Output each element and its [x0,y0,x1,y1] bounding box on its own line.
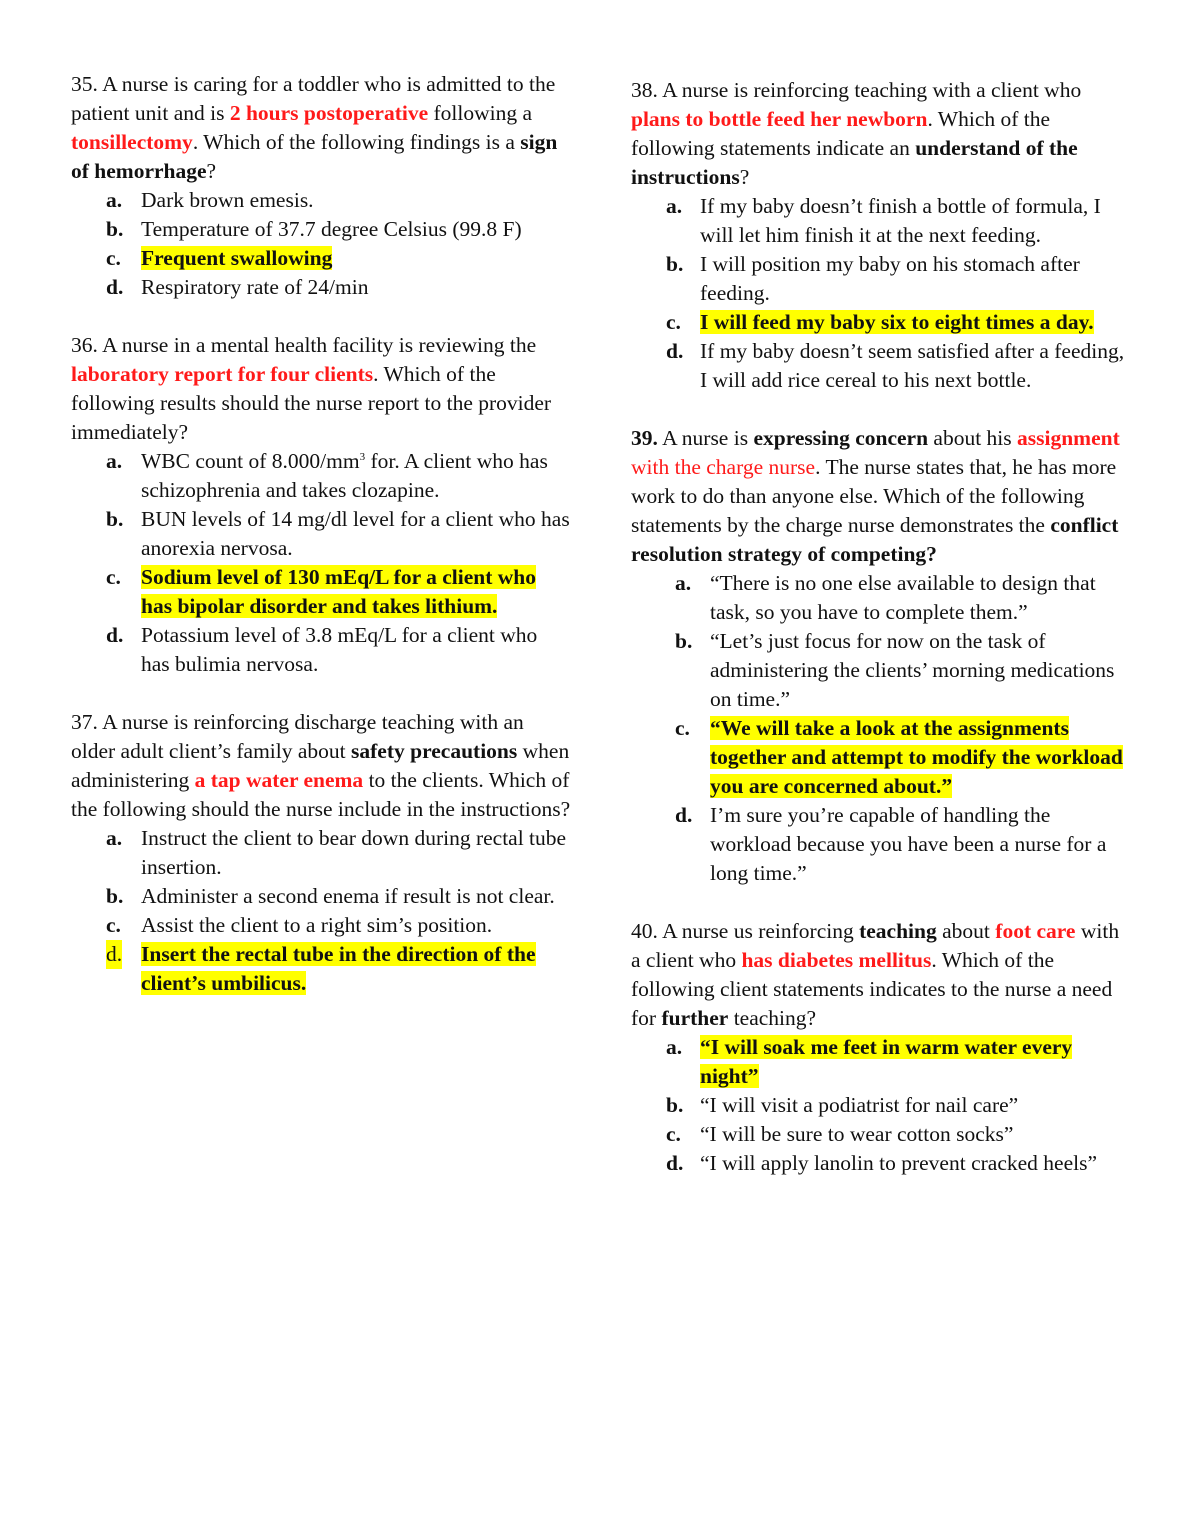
option-text: I will position my baby on his stomach after feeding. [700,252,1080,305]
option-d-correct [71,940,571,998]
stem-text: . Which of the following client statements indicates to the nurse a need for [631,948,1113,1030]
stem-text: ? [739,165,750,189]
superscript: 3 [359,450,366,463]
option-letter: b. [666,1093,684,1117]
option-d [71,621,571,679]
answer-options [631,1033,1131,1178]
option-a [71,447,571,505]
highlighted-answer: “We will take a look at the assignments together and attempt to modify the workload you are concerned about.” [710,716,1123,798]
emphasis-red: 2 hours postoperative [229,101,429,125]
emphasis-bold: sign of hemorrhage [71,130,558,183]
option-letter: c. [675,716,690,740]
stem-text: . Which of the following statements indicate an [631,107,1051,160]
answer-options [71,824,571,998]
stem-text: A nurse in a mental health facility is reviewing the [97,333,537,357]
emphasis-red: plans to bottle feed her newborn [631,107,928,131]
option-letter: a. [666,194,683,218]
question-number: 35. [71,72,98,96]
option-letter: d. [675,803,693,827]
right-column [631,76,1131,1207]
emphasis-bold: teaching [859,919,937,943]
option-letter: a. [106,826,123,850]
stem-text: about his [928,426,1018,450]
option-letter: b. [675,629,693,653]
option-letter: c. [666,310,681,334]
answer-options [71,447,571,679]
option-a [631,192,1131,250]
option-text: If my baby doesn’t finish a bottle of formula, I will let him finish it at the next feeding. [700,194,1101,247]
option-a-correct [631,1033,1131,1091]
emphasis-bold: further [661,1006,729,1030]
option-letter: c. [106,246,121,270]
stem-text: following a [428,101,533,125]
option-b [71,505,571,563]
option-d [71,273,571,302]
option-c-correct [71,244,571,273]
question-40 [631,917,1131,1178]
option-text: “Let’s just focus for now on the task of administering the clients’ morning medications on time.” [710,629,1115,711]
emphasis-red-plain: with the charge nurse [631,455,816,479]
stem-text: . Which of the following findings is a [192,130,521,154]
option-letter: d. [666,339,684,363]
highlighted-answer: Insert the rectal tube in the direction of the client’s umbilicus. [141,942,536,995]
option-text: for. A client who has schizophrenia and takes clozapine. [141,449,548,502]
option-text: “There is no one else available to design that task, so you have to complete them.” [710,571,1096,624]
option-d [631,1149,1131,1178]
option-letter: c. [106,565,121,589]
option-text: Dark brown emesis. [141,188,314,212]
answer-options [71,186,571,302]
stem-text: with a client who [631,919,1120,972]
option-text: “I will apply lanolin to prevent cracked heels” [700,1151,1097,1175]
stem-text: A nurse is caring for a toddler who is admitted to the patient unit and is [71,72,556,125]
question-35 [71,70,571,302]
option-text: Temperature of 37.7 degree Celsius (99.8 F) [141,217,522,241]
question-number: 39. [631,426,658,450]
option-text: I’m sure you’re capable of handling the workload because you have been a nurse for a long time.” [710,803,1107,885]
option-letter: b. [106,884,124,908]
question-stem [631,424,1131,569]
question-stem [631,76,1131,192]
question-number: 37. [71,710,98,734]
option-b [631,1091,1131,1120]
option-text: “I will visit a podiatrist for nail care” [700,1093,1019,1117]
highlighted-answer: Sodium level of 130 mEq/L for a client who has bipolar disorder and takes lithium. [141,565,536,618]
option-text: WBC count of 8.000/mm [141,449,360,473]
option-text: If my baby doesn’t seem satisfied after a feeding, I will add rice cereal to his next bottle. [700,339,1125,392]
option-text: Potassium level of 3.8 mEq/L for a client who has bulimia nervosa. [141,623,538,676]
option-letter: b. [106,507,124,531]
emphasis-red: has diabetes mellitus [741,948,932,972]
option-a [631,569,1131,627]
option-c-correct [71,563,571,621]
emphasis-red: laboratory report for four clients [71,362,374,386]
answer-options [631,569,1131,888]
option-b [631,250,1131,308]
option-b [631,627,1131,714]
option-text: Instruct the client to bear down during rectal tube insertion. [141,826,567,879]
option-letter: b. [666,252,684,276]
question-36 [71,331,571,679]
option-letter: a. [666,1035,683,1059]
option-text: Administer a second enema if result is not clear. [141,884,555,908]
option-letter: d. [666,1151,684,1175]
option-letter: c. [666,1122,681,1146]
stem-text: about [936,919,996,943]
option-letter: d. [106,623,124,647]
option-c-correct [631,714,1131,801]
emphasis-bold: safety precautions [351,739,518,763]
option-b [71,882,571,911]
option-letter: b. [106,217,124,241]
question-stem [71,331,571,447]
option-a [71,824,571,882]
stem-text: . The nurse states that, he has more work to do than anyone else. Which of the following statements by the charge nurse demonstrates the [631,455,1117,537]
stem-text: A nurse us reinforcing [657,919,860,943]
answer-options [631,192,1131,395]
option-c-correct [631,308,1131,337]
question-stem [71,70,571,186]
option-a [71,186,571,215]
option-text: Respiratory rate of 24/min [141,275,369,299]
option-letter: a. [106,449,123,473]
stem-text: . Which of the following results should the nurse report to the provider immediately? [71,362,552,444]
stem-text: A nurse is reinforcing teaching with a client who [657,78,1082,102]
question-38 [631,76,1131,395]
option-b [71,215,571,244]
question-39 [631,424,1131,888]
stem-text: A nurse is reinforcing discharge teaching with an older adult client’s family about [71,710,524,763]
highlighted-answer: “I will soak me feet in warm water every night” [700,1035,1073,1088]
option-c [631,1120,1131,1149]
stem-text: ? [206,159,217,183]
emphasis-bold: conflict resolution strategy of competing? [631,513,1119,566]
emphasis-bold: expressing concern [753,426,929,450]
question-number: 38. [631,78,658,102]
option-d [631,337,1131,395]
emphasis-bold: understand of the instructions [631,136,1078,189]
emphasis-red: foot care [995,919,1076,943]
question-number: 40. [631,919,658,943]
question-37 [71,708,571,998]
stem-text: A nurse is [657,426,754,450]
question-stem [631,917,1131,1033]
emphasis-red: tonsillectomy [71,130,193,154]
highlighted-answer: Frequent swallowing [141,246,333,270]
option-letter: d. [106,275,124,299]
question-number: 36. [71,333,98,357]
option-letter: a. [106,188,123,212]
highlighted-answer: I will feed my baby six to eight times a day. [700,310,1094,334]
stem-text: teaching? [728,1006,817,1030]
option-letter: c. [106,913,121,937]
emphasis-red: a tap water enema [194,768,364,792]
option-letter: a. [675,571,692,595]
question-stem [71,708,571,824]
option-c [71,911,571,940]
stem-text: to the clients. Which of the following should the nurse include in the instructions? [71,768,571,821]
emphasis-red: assignment [1017,426,1120,450]
left-column [71,70,571,1027]
option-text: “I will be sure to wear cotton socks” [700,1122,1014,1146]
option-d [631,801,1131,888]
option-text: Assist the client to a right sim’s position. [141,913,493,937]
option-text: BUN levels of 14 mg/dl level for a client who has anorexia nervosa. [141,507,570,560]
option-letter: d. [106,940,122,969]
stem-text: when administering [71,739,570,792]
